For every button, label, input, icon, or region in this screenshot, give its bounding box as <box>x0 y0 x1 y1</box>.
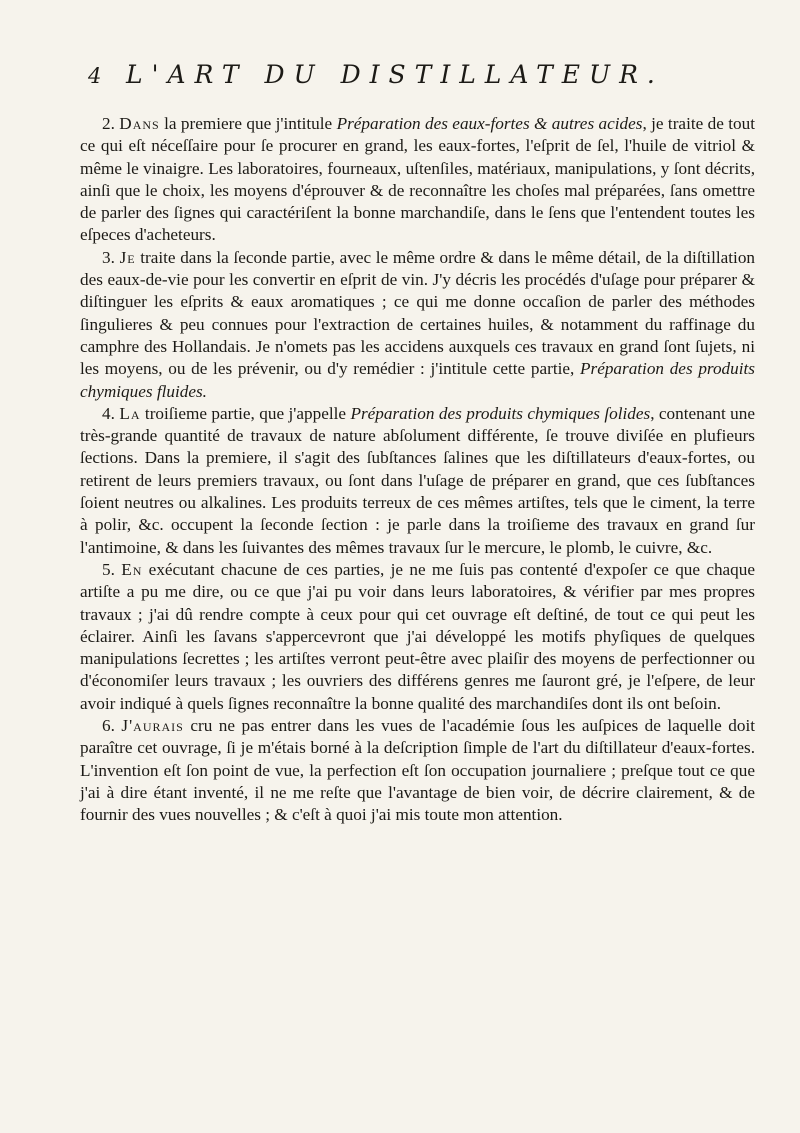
paragraph-text: cru ne pas entrer dans les vues de l'académie ſous les auſpices de laquelle doit paraître cet ouvrage, ſi je m'étais borné à la deſcription ſimple de l'art du diſtillateur d'eaux-fortes. L'invention eſt ſon point de vue, la perfection eſt ſon occupation journaliere ; preſque tout ce que j'ai à dire étant inventé, il ne me reſte que l'avantage de bien voir, de décrire clairement, & de fournir des vues nouvelles ; & c'eſt à quoi j'ai mis toute mon attention. <box>80 716 755 825</box>
page-number: 4 <box>88 64 102 88</box>
title-reference: Préparation des produits chymiques ſolides <box>350 403 651 423</box>
paragraph-number: 2. <box>102 114 115 133</box>
paragraph-2 <box>80 113 755 247</box>
paragraph-3 <box>80 247 755 403</box>
title-reference: Préparation des eaux-fortes & autres acides <box>336 114 643 133</box>
paragraph-text: troiſieme partie, que j'appelle <box>140 403 351 423</box>
paragraph-lead-word: La <box>119 403 141 423</box>
paragraph-text: traite dans la ſeconde partie, avec le même ordre & dans le même détail, de la diſtillation des eaux-de-vie pour les convertir en eſprit de vin. J'y décris les procédés d'uſage pour préparer & diſtinguer les eſprits & eaux aromatiques ; ce qui me donne occaſion de parler des méthodes ſingulieres & peu connues pour l'extraction de certaines huiles, & notamment du raffinage du camphre des Hollandais. Je n'omets pas les accidens auxquels ces travaux en grand ſont ſujets, ni les moyens, ou de les prévenir, ou d'y remédier : j'intitule cette partie, <box>80 247 756 379</box>
paragraph-text: , je traite de tout ce qui eſt néceſſaire pour ſe procurer en grand, les eaux-fortes, l'eſprit de ſel, l'huile de vitriol & même le vinaigre. Les laboratoires, fourneaux, uſtenſiles, matériaux, manipulations, y ſont décrits, ainſi que le choix, les moyens d'éprouver & de reconnaître les choſes mal préparées, ſans omettre de parler des ſignes qui caractériſent la bonne marchandiſe, dans le ſens que l'entendent toutes les eſpeces d'acheteurs. <box>80 114 756 245</box>
paragraph-lead-word: Je <box>119 247 136 267</box>
paragraph-text: , contenant une très-grande quantité de travaux de nature abſolument différente, ſe trouve diviſée en plufieurs ſections. Dans la premiere, il s'agit des ſubſtances ſalines que les diſtillateurs d'eaux-fortes, ou retirent de leurs premiers travaux, ou ſont dans l'uſage de préparer en grand, que ces ſubſtances ſoient neutres ou alkalines. Les produits terreux de ces mêmes artiſtes, tels que le ciment, la terre à polir, &c. occupent la ſeconde ſection : je parle dans la troiſieme des travaux en grand ſur l'antimoine, & dans les ſuivantes des mêmes travaux ſur le mercure, le plomb, le cuivre, &c. <box>80 403 755 557</box>
paragraph-text: la premiere que j'intitule <box>159 114 337 133</box>
title-reference: Préparation des produits chymiques fluides. <box>80 359 755 401</box>
paragraph-4 <box>80 403 755 559</box>
paragraph-number: 5. <box>102 559 115 579</box>
paragraph-5 <box>80 559 755 715</box>
running-title: L'ART DU DISTILLATEUR. <box>126 60 664 89</box>
body-text <box>80 113 755 827</box>
paragraph-number: 3. <box>102 247 115 267</box>
paragraph-lead-word: Dans <box>119 114 160 133</box>
paragraph-lead-word: En <box>121 559 143 579</box>
paragraph-text: exécutant chacune de ces parties, je ne me ſuis pas contenté d'expoſer ce que chaque artiſte a pu me dire, ou ce que j'ai pu voir dans leurs laboratoires, & vérifier par mes propres travaux ; j'ai dû rendre compte à ceux pour qui cet ouvrage eſt deſtiné, de tout ce qui peut les éclairer. Ainſi les ſavans s'appercevront que j'ai développé les motifs phyſiques de quelques manipulations ſecrettes ; les artiſtes verront peut-être avec plaiſir des moyens de perfectionner ou d'économiſer leurs travaux ; les ouvriers des différens genres me ſauront gré, je l'eſpere, de leur avoir indiqué à quels ſignes reconnaître la bonne qualité des marchandiſes dont ils ont beſoin. <box>80 559 755 713</box>
paragraph-6 <box>80 715 755 826</box>
paragraph-number: 4. <box>102 403 115 423</box>
paragraph-lead-word: J'aurais <box>121 716 184 736</box>
running-head <box>88 60 748 100</box>
paragraph-number: 6. <box>102 716 115 736</box>
